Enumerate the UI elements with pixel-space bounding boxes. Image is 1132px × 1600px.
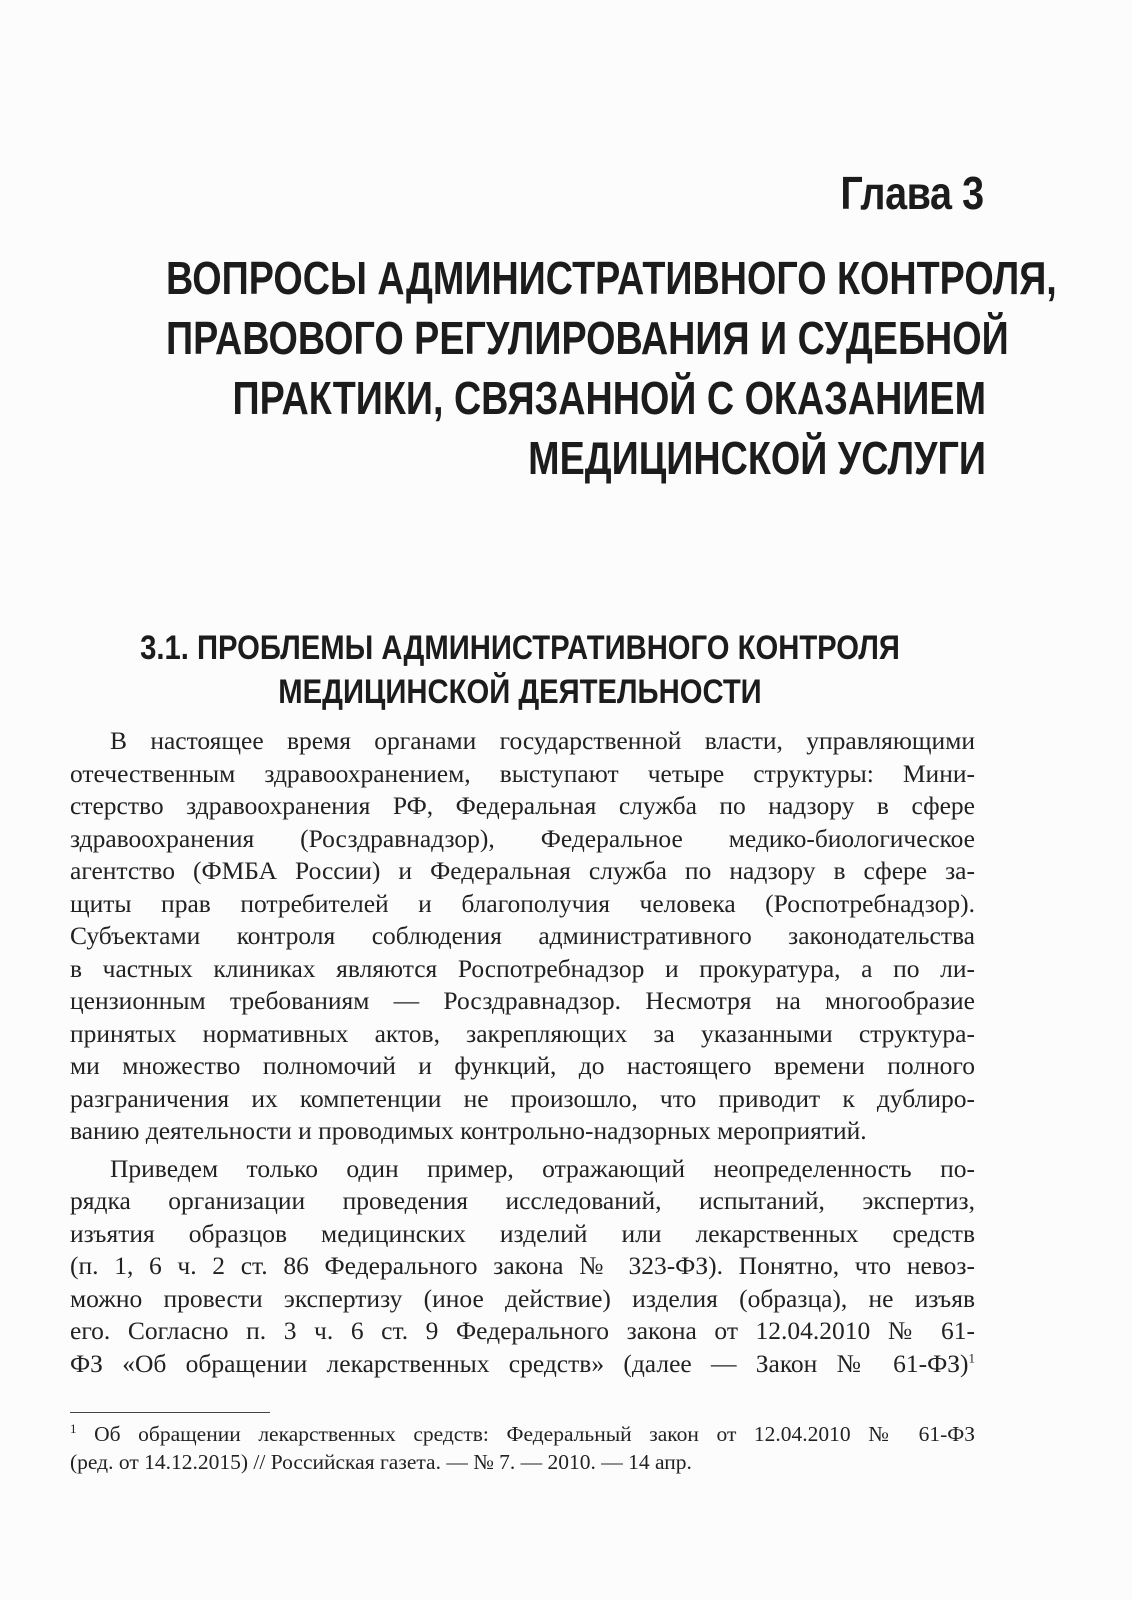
text-line-with-footnote xyxy=(70,1348,975,1381)
body-text xyxy=(70,725,975,1380)
text-line: его. Согласно п. 3 ч. 6 ст. 9 Федерального закона от 12.04.2010 № 61- xyxy=(70,1316,975,1345)
chapter-label: Глава 3 xyxy=(840,167,984,219)
text-line: стерство здравоохранения РФ, Федеральная служба по надзору в сфере xyxy=(70,791,975,820)
text-line: рядка организации проведения исследований, испытаний, экспертиз, xyxy=(70,1186,975,1215)
text-line: можно провести экспертизу (иное действие) изделия (образца), не изъяв xyxy=(70,1283,975,1313)
section-title-line: МЕДИЦИНСКОЙ ДЕЯТЕЛЬНОСТИ xyxy=(278,673,762,711)
text-line: щиты прав потребителей и благополучия человека (Роспотребнадзор). xyxy=(70,888,975,918)
chapter-title-line: ВОПРОСЫ АДМИНИСТРАТИВНОГО КОНТРОЛЯ, xyxy=(166,252,1057,304)
text-line: агентство (ФМБА России) и Федеральная служба по надзору в сфере за- xyxy=(70,856,975,885)
text-line: здравоохранения (Росздравнадзор), Федеральное медико-биологическое xyxy=(70,823,975,853)
text-line: в частных клиниках являются Роспотребнадзор и прокуратура, а по ли- xyxy=(70,953,975,983)
text-line: изъятия образцов медицинских изделий или лекарственных средств xyxy=(70,1218,975,1248)
text-line-content: ФЗ «Об обращении лекарственных средств» (далее — Закон № 61-ФЗ) xyxy=(70,1348,969,1378)
paragraph xyxy=(70,1153,975,1381)
footnote-text: Об обращении лекарственных средств: Федеральный закон от 12.04.2010 № 61-ФЗ xyxy=(94,1422,976,1446)
text-line: принятых нормативных актов, закрепляющих за указанными структура- xyxy=(70,1018,975,1048)
text-line: (п. 1, 6 ч. 2 ст. 86 Федерального закона № 323-ФЗ). Понятно, что невоз- xyxy=(70,1251,975,1280)
text-line: цензионным требованиям — Росздравнадзор. Несмотря на многообразие xyxy=(70,986,975,1015)
text-line: ми множество полномочий и функций, до настоящего времени полного xyxy=(70,1051,975,1080)
chapter-title-line: ПРАВОВОГО РЕГУЛИРОВАНИЯ И СУДЕБНОЙ xyxy=(166,312,1009,364)
footnote-marker: 1 xyxy=(70,1420,77,1436)
section-title-line: 3.1. ПРОБЛЕМЫ АДМИНИСТРАТИВНОГО КОНТРОЛЯ xyxy=(140,629,900,667)
section-title xyxy=(60,626,980,714)
footnote xyxy=(70,1420,975,1476)
footnote-separator xyxy=(70,1412,270,1413)
paragraph xyxy=(70,725,975,1148)
text-line: разграничения их компетенции не произошло, что приводит к дублиро- xyxy=(70,1083,975,1113)
text-line: ванию деятельности и проводимых контрольно-надзорных мероприятий. xyxy=(70,1116,867,1145)
text-line: отечественным здравоохранением, выступают четыре структуры: Мини- xyxy=(70,758,975,788)
footnote-ref[interactable]: 1 xyxy=(968,1350,975,1365)
text-line: Субъектами контроля соблюдения административного законодательства xyxy=(70,921,975,950)
chapter-title-line: МЕДИЦИНСКОЙ УСЛУГИ xyxy=(528,432,986,484)
text-line: В настоящее время органами государственной власти, управляющими xyxy=(110,726,975,755)
footnote-line xyxy=(70,1420,975,1448)
footnote-line: (ред. от 14.12.2015) // Российская газета. — № 7. — 2010. — 14 апр. xyxy=(70,1450,692,1474)
chapter-title-line: ПРАКТИКИ, СВЯЗАННОЙ С ОКАЗАНИЕМ xyxy=(232,372,987,424)
text-line: Приведем только один пример, отражающий неопределенность по- xyxy=(110,1153,975,1183)
chapter-title xyxy=(0,248,1057,488)
